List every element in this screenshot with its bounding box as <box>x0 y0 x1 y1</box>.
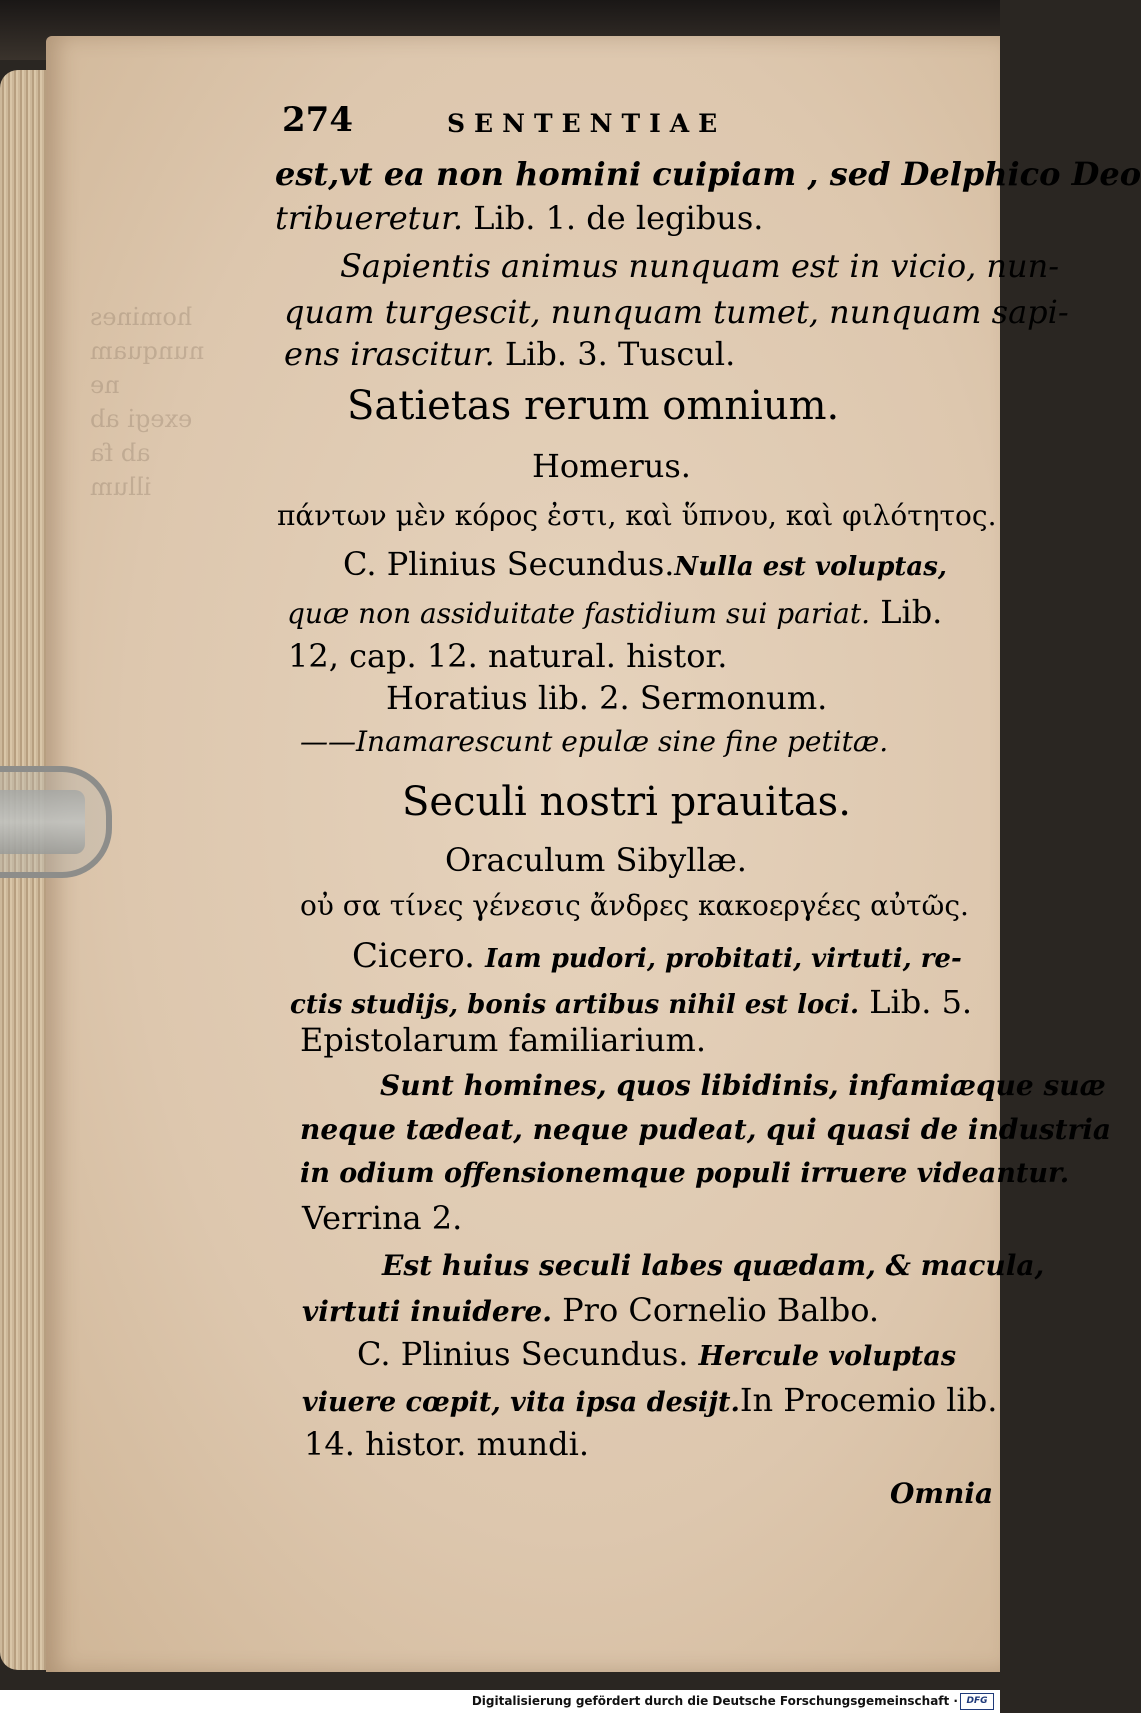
section-heading-seculi: Seculi nostri prauitas. <box>402 779 851 825</box>
text-line-neque: neque tædeat, neque pudeat, qui quasi de industria <box>300 1113 1112 1146</box>
text-line-5: ens irascitur. Lib. 3. Tuscul. <box>284 335 736 373</box>
author-homerus: Homerus. <box>532 447 691 485</box>
text-line-sunt: Sunt homines, quos libidinis, infamiæque suæ <box>380 1069 1106 1102</box>
greek-quote-sibylla: οὐ σα τίνες γένεσις ἄνδρες κακοεργέες αὐτῶς. <box>300 889 969 922</box>
text-line-virtuti: virtuti inuidere. Pro Cornelio Balbo. <box>302 1291 880 1329</box>
show-through-text: homines nunquam ne exegi ab ab fa illum <box>90 303 205 501</box>
digitization-credit: Digitalisierung gefördert durch die Deutsche Forschungsgemeinschaft · <box>471 1694 958 1708</box>
text-line-est-huius: Est huius seculi labes quædam, & macula, <box>382 1249 1045 1282</box>
section-heading-satietas: Satietas rerum omnium. <box>347 383 840 429</box>
text-line-verrina: Verrina 2. <box>302 1199 463 1237</box>
running-title: SENTENTIAE <box>447 109 727 138</box>
page-number: 274 <box>282 100 353 140</box>
greek-quote-homerus: πάντων μὲν κόρος ἐστι, καὶ ὕπνου, καὶ φιλότητος. <box>277 499 997 532</box>
text-line-plinius: C. Plinius Secundus.Nulla est voluptas, <box>343 545 947 583</box>
quote-horatius: ——Inamarescunt epulæ sine fine petitæ. <box>300 725 889 758</box>
dfg-logo-icon: DFG <box>960 1693 994 1710</box>
page-clamp-icon <box>0 766 112 878</box>
catchword: Omnia <box>890 1477 994 1510</box>
text-line-odium: in odium offensionemque populi irruere videantur. <box>300 1158 1070 1189</box>
author-horatius: Horatius lib. 2. Sermonum. <box>386 679 828 717</box>
text-line-1: est,vt ea non homini cuipiam , sed Delphico Deo <box>275 155 1141 193</box>
text-line-plinius-2: C. Plinius Secundus. Hercule voluptas <box>357 1335 957 1373</box>
text-line-epistolarum: Epistolarum familiarium. <box>300 1021 707 1059</box>
text-line-quae: quæ non assiduitate fastidium sui pariat. Lib. <box>287 593 943 631</box>
author-sibylla: Oraculum Sibyllæ. <box>445 841 747 879</box>
text-line-4: quam turgescit, nunquam tumet, nunquam sapi- <box>284 293 1069 331</box>
text-line-cap: 12, cap. 12. natural. histor. <box>288 637 728 675</box>
text-line-2: tribueretur. Lib. 1. de legibus. <box>275 199 764 237</box>
text-line-rectis: ctis studijs, bonis artibus nihil est loci. Lib. 5. <box>290 983 973 1021</box>
text-line-3: Sapientis animus nunquam est in vicio, nun- <box>340 247 1060 285</box>
text-line-viuere: viuere cœpit, vita ipsa desijt.In Procemio lib. <box>302 1381 998 1419</box>
text-line-histor-mundi: 14. histor. mundi. <box>304 1425 590 1463</box>
text-line-cicero: Cicero. Iam pudori, probitati, virtuti, re- <box>352 936 962 976</box>
